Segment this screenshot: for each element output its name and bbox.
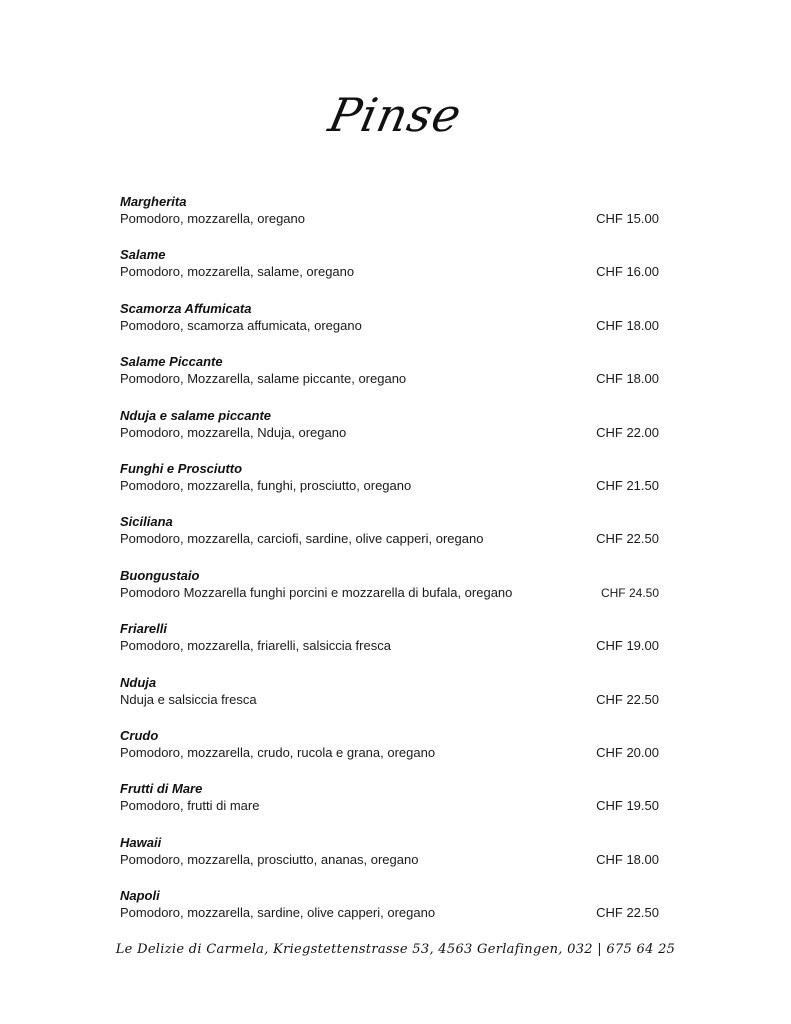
item-description: Pomodoro, mozzarella, carciofi, sardine, olive capperi, oregano	[120, 531, 484, 547]
item-price: CHF 21.50	[596, 477, 659, 493]
item-description: Pomodoro Mozzarella funghi porcini e mozzarella di bufala, oregano	[120, 584, 513, 600]
item-name: Frutti di Mare	[120, 781, 203, 797]
item-name: Salame	[120, 247, 166, 263]
item-description: Pomodoro, scamorza affumicata, oregano	[120, 317, 362, 333]
item-price: CHF 22.00	[596, 424, 659, 440]
item-name: Napoli	[120, 888, 160, 904]
menu-item	[120, 887, 660, 940]
item-description: Pomodoro, mozzarella, salame, oregano	[120, 264, 355, 280]
menu-item	[120, 727, 660, 780]
menu-item	[120, 353, 660, 406]
item-name: Salame Piccante	[120, 354, 223, 370]
menu-item	[120, 460, 660, 513]
menu-list	[120, 193, 660, 940]
item-description: Pomodoro, mozzarella, friarelli, salsiccia fresca	[120, 638, 391, 654]
menu-item	[120, 246, 660, 299]
item-description: Pomodoro, mozzarella, prosciutto, ananas, oregano	[120, 851, 419, 867]
item-name: Margherita	[120, 194, 187, 209]
item-description: Pomodoro, mozzarella, oregano	[120, 211, 305, 226]
item-name: Scamorza Affumicata	[120, 300, 252, 316]
menu-item	[120, 567, 660, 620]
menu-item	[120, 834, 660, 887]
item-price: CHF 18.00	[596, 317, 659, 333]
menu-item	[120, 780, 660, 833]
item-price: CHF 22.50	[596, 691, 659, 707]
item-price: CHF 16.00	[596, 264, 659, 280]
menu-item	[120, 620, 660, 673]
item-description: Pomodoro, mozzarella, sardine, olive capperi, oregano	[120, 905, 436, 921]
menu-item	[120, 513, 660, 566]
item-description: Pomodoro, frutti di mare	[120, 798, 260, 814]
item-description: Nduja e salsiccia fresca	[120, 691, 257, 707]
footer-address: Le Delizie di Carmela, Kriegstettenstrasse 53, 4563 Gerlafingen, 032 | 675 64 25	[115, 942, 676, 957]
item-price: CHF 18.00	[596, 371, 659, 387]
item-description: Pomodoro, Mozzarella, salame piccante, oregano	[120, 371, 407, 387]
item-price: CHF 22.50	[596, 905, 659, 921]
item-price: CHF 19.50	[596, 798, 659, 814]
page-title: Pinse	[324, 88, 467, 142]
item-price: CHF 22.50	[596, 531, 659, 547]
item-name: Siciliana	[120, 514, 173, 530]
menu-item	[120, 407, 660, 460]
item-description: Pomodoro, mozzarella, funghi, prosciutto, oregano	[120, 477, 412, 493]
menu-item	[120, 193, 660, 246]
item-name: Friarelli	[120, 621, 167, 637]
item-name: Crudo	[120, 727, 159, 743]
item-price: CHF 19.00	[596, 638, 659, 654]
item-name: Hawaii	[120, 834, 162, 850]
item-name: Buongustaio	[120, 567, 200, 583]
item-description: Pomodoro, mozzarella, Nduja, oregano	[120, 424, 347, 440]
item-price: CHF 18.00	[596, 851, 659, 867]
item-name: Nduja	[120, 674, 157, 690]
item-name: Nduja e salame piccante	[120, 407, 272, 423]
item-description: Pomodoro, mozzarella, crudo, rucola e grana, oregano	[120, 744, 436, 760]
item-name: Funghi e Prosciutto	[120, 460, 243, 476]
menu-item	[120, 300, 660, 353]
item-price: CHF 24.50	[600, 585, 659, 600]
item-price: CHF 20.00	[596, 744, 659, 760]
menu-item	[120, 674, 660, 727]
item-price: CHF 15.00	[596, 211, 659, 226]
